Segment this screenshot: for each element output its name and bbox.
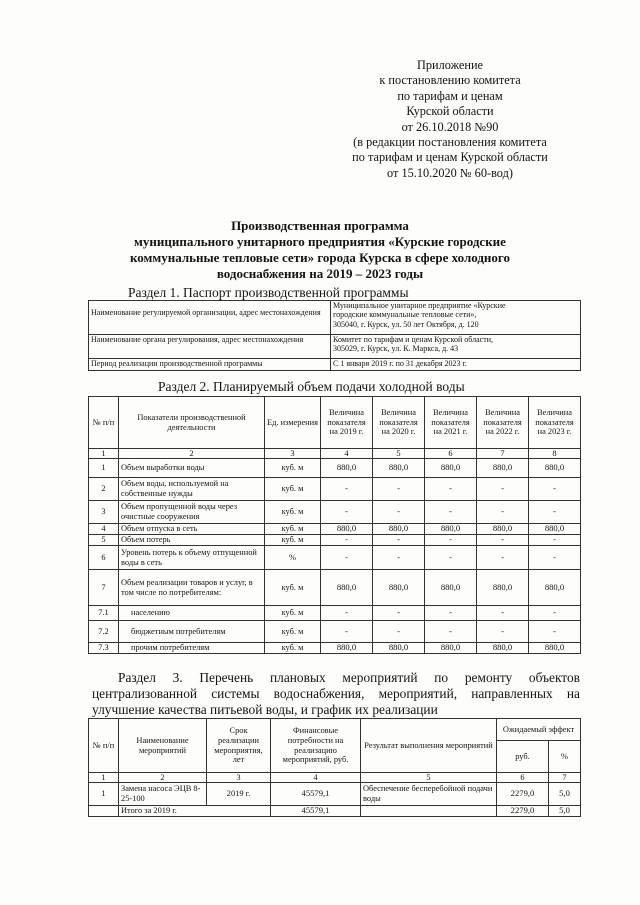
row-unit: куб. м: [265, 643, 321, 654]
row-number: 4: [89, 524, 119, 535]
appendix-line: по тарифам и ценам Курской области: [352, 150, 548, 165]
passport-value: [331, 301, 581, 335]
passport-value-line: 305040, г. Курск, ул. 50 лет Октября, д. 120: [333, 319, 479, 329]
row-value: -: [425, 621, 477, 643]
row-value: -: [425, 606, 477, 621]
col-header-2019: Величина показателя на 2019 г.: [321, 397, 373, 449]
row-value: -: [321, 621, 373, 643]
passport-label: Наименование органа регулирования, адрес местонахождения: [89, 335, 331, 359]
section1-heading: Раздел 1. Паспорт производственной программы: [128, 285, 409, 300]
section3-heading: [92, 670, 580, 718]
total-label: Итого за 2019 г.: [119, 806, 271, 817]
row-indicator: Объем реализации товаров и услуг, в том числе по потребителям:: [119, 570, 265, 606]
appendix-line: к постановлению комитета: [379, 73, 521, 88]
col-header-number: № п/п: [89, 397, 119, 449]
row-value: 880,0: [529, 524, 581, 535]
row-value: 880,0: [321, 643, 373, 654]
row-activity: Замена насоса ЭЦВ 8-25-100: [119, 783, 207, 806]
row-term: 2019 г.: [207, 783, 271, 806]
row-value: 880,0: [373, 643, 425, 654]
plan-header-row: [89, 719, 581, 741]
row-number: 3: [89, 501, 119, 524]
col-header-effect: Ожидаемый эффект: [497, 719, 581, 741]
passport-value-line: Комитет по тарифам и ценам Курской области,: [333, 335, 493, 344]
column-number: 5: [361, 773, 497, 783]
passport-label: Период реализации производственной программы: [89, 359, 331, 371]
appendix-line: Курской области: [406, 104, 494, 119]
table-row: [89, 524, 581, 535]
col-header-indicator: Показатели производственной деятельности: [119, 397, 265, 449]
title-line: муниципального унитарного предприятия «Курские городские: [134, 234, 506, 249]
document-title: [80, 218, 560, 282]
row-value: 880,0: [477, 524, 529, 535]
col-header-term: Срок реализации мероприятия, лет: [207, 719, 271, 773]
col-header-number: № п/п: [89, 719, 119, 773]
row-unit: куб. м: [265, 535, 321, 546]
row-indicator: Объем выработки воды: [119, 459, 265, 478]
row-indicator: Объем потерь: [119, 535, 265, 546]
plan-table: [88, 718, 581, 817]
row-value: -: [321, 546, 373, 570]
column-number: 2: [119, 449, 265, 459]
title-line: коммунальные тепловые сети» города Курска в сфере холодного: [129, 250, 511, 265]
col-header-finance: Финансовые потребности на реализацию мероприятий, руб.: [271, 719, 361, 773]
row-value: -: [321, 478, 373, 501]
total-finance: 45579,1: [271, 806, 361, 817]
row-value: 880,0: [425, 524, 477, 535]
passport-row: [89, 335, 581, 359]
column-number-row: [89, 449, 581, 459]
column-number: 4: [271, 773, 361, 783]
row-value: 880,0: [321, 570, 373, 606]
row-number: 5: [89, 535, 119, 546]
row-value: -: [373, 621, 425, 643]
passport-table: [88, 300, 581, 371]
table-row: [89, 606, 581, 621]
row-value: -: [425, 546, 477, 570]
row-unit: %: [265, 546, 321, 570]
row-value: 880,0: [529, 459, 581, 478]
total-effect-pct: 5,0: [549, 806, 581, 817]
table-row: [89, 546, 581, 570]
row-value: -: [425, 478, 477, 501]
appendix-line: по тарифам и ценам: [397, 88, 503, 103]
row-effect-rub: 2279,0: [497, 783, 549, 806]
row-indicator: населению: [119, 606, 265, 621]
column-number: 6: [497, 773, 549, 783]
row-number: 1: [89, 459, 119, 478]
col-header-activity: Наименование мероприятий: [119, 719, 207, 773]
row-unit: куб. м: [265, 570, 321, 606]
row-unit: куб. м: [265, 501, 321, 524]
row-value: 880,0: [321, 524, 373, 535]
table-row: [89, 501, 581, 524]
column-number: 6: [425, 449, 477, 459]
passport-row: [89, 359, 581, 371]
row-value: -: [477, 535, 529, 546]
total-row: [89, 806, 581, 817]
col-header-rub: руб.: [497, 741, 549, 773]
table-row: [89, 643, 581, 654]
row-value: 880,0: [425, 570, 477, 606]
row-value: -: [477, 606, 529, 621]
row-value: 880,0: [529, 570, 581, 606]
row-value: -: [477, 478, 529, 501]
volume-header-row: [89, 397, 581, 449]
volume-table: [88, 396, 581, 654]
row-value: -: [373, 501, 425, 524]
row-value: -: [321, 606, 373, 621]
passport-row: [89, 301, 581, 335]
row-value: -: [425, 535, 477, 546]
row-unit: куб. м: [265, 478, 321, 501]
row-value: 880,0: [529, 643, 581, 654]
row-value: -: [425, 501, 477, 524]
row-effect-pct: 5,0: [549, 783, 581, 806]
row-value: 880,0: [373, 570, 425, 606]
appendix-line: от 15.10.2020 № 60-вод): [387, 165, 513, 180]
row-value: -: [321, 501, 373, 524]
row-indicator: Объем воды, используемой на собственные нужды: [119, 478, 265, 501]
col-header-2021: Величина показателя на 2021 г.: [425, 397, 477, 449]
column-number: 4: [321, 449, 373, 459]
row-unit: куб. м: [265, 606, 321, 621]
total-effect-rub: 2279,0: [497, 806, 549, 817]
row-value: -: [373, 478, 425, 501]
column-number: 8: [529, 449, 581, 459]
row-number: 6: [89, 546, 119, 570]
row-indicator: Уровень потерь к объему отпущенной воды в сеть: [119, 546, 265, 570]
passport-value: С 1 января 2019 г. по 31 декабря 2023 г.: [331, 359, 581, 371]
appendix-line: (в редакции постановления комитета: [353, 135, 547, 150]
row-finance: 45579,1: [271, 783, 361, 806]
appendix-line: Приложение: [417, 58, 483, 72]
section3-line: централизованной системы водоснабжения, мероприятий, направленных на: [92, 686, 580, 701]
col-header-result: Результат выполнения мероприятий: [361, 719, 497, 773]
row-number: 7.1: [89, 606, 119, 621]
row-value: 880,0: [373, 524, 425, 535]
table-row: [89, 459, 581, 478]
col-header-2023: Величина показателя на 2023 г.: [529, 397, 581, 449]
passport-value-line: 305029, г. Курск, ул. К. Маркса, д. 43: [333, 344, 459, 354]
row-value: -: [373, 606, 425, 621]
section3-line: улучшение качества питьевой воды, и график их реализации: [92, 702, 438, 717]
row-value: 880,0: [425, 643, 477, 654]
row-value: 880,0: [477, 643, 529, 654]
row-value: -: [373, 546, 425, 570]
row-indicator: бюджетным потребителям: [119, 621, 265, 643]
row-value: 880,0: [477, 570, 529, 606]
row-value: -: [321, 535, 373, 546]
row-unit: куб. м: [265, 621, 321, 643]
row-result: Обеспечение бесперебойной подачи воды: [361, 783, 497, 806]
passport-value-line: городские коммунальные тепловые сети»,: [333, 310, 477, 320]
table-row: [89, 570, 581, 606]
row-value: 880,0: [477, 459, 529, 478]
row-indicator: Объем пропущенной воды через очистные сооружения: [119, 501, 265, 524]
section3-line: Раздел 3. Перечень плановых мероприятий по ремонту объектов: [118, 670, 580, 685]
row-value: -: [477, 546, 529, 570]
table-row: [89, 535, 581, 546]
column-number-row: [89, 773, 581, 783]
row-number: 1: [89, 783, 119, 806]
table-row: [89, 478, 581, 501]
passport-value: [331, 335, 581, 359]
row-unit: куб. м: [265, 459, 321, 478]
row-indicator: прочим потребителям: [119, 643, 265, 654]
col-header-2022: Величина показателя на 2022 г.: [477, 397, 529, 449]
row-number: 7.2: [89, 621, 119, 643]
column-number: 7: [477, 449, 529, 459]
row-value: -: [373, 535, 425, 546]
row-number: 7: [89, 570, 119, 606]
column-number: 7: [549, 773, 581, 783]
appendix-line: от 26.10.2018 №90: [401, 119, 499, 134]
section2-heading: Раздел 2. Планируемый объем подачи холодной воды: [158, 379, 465, 394]
row-indicator: Объем отпуска в сеть: [119, 524, 265, 535]
row-value: -: [529, 478, 581, 501]
row-value: -: [529, 501, 581, 524]
column-number: 1: [89, 449, 119, 459]
title-line: Производственная программа: [231, 218, 409, 233]
row-value: 880,0: [321, 459, 373, 478]
row-value: -: [529, 546, 581, 570]
column-number: 3: [265, 449, 321, 459]
row-value: 880,0: [373, 459, 425, 478]
col-header-unit: Ед. измерения: [265, 397, 321, 449]
table-row: [89, 621, 581, 643]
row-value: -: [477, 621, 529, 643]
row-value: -: [529, 606, 581, 621]
row-value: -: [477, 501, 529, 524]
column-number: 3: [207, 773, 271, 783]
passport-label: Наименование регулируемой организации, адрес местонахождения: [89, 301, 331, 335]
row-unit: куб. м: [265, 524, 321, 535]
column-number: 1: [89, 773, 119, 783]
column-number: 2: [119, 773, 207, 783]
title-line: водоснабжения на 2019 – 2023 годы: [216, 266, 424, 281]
col-header-2020: Величина показателя на 2020 г.: [373, 397, 425, 449]
column-number: 5: [373, 449, 425, 459]
table-row: [89, 783, 581, 806]
row-value: 880,0: [425, 459, 477, 478]
appendix-block: [330, 58, 570, 181]
row-value: -: [529, 621, 581, 643]
passport-value-line: Муниципальное унитарное предприятие «Курские: [333, 301, 506, 310]
col-header-pct: %: [549, 741, 581, 773]
row-number: 2: [89, 478, 119, 501]
row-value: -: [529, 535, 581, 546]
row-number: 7.3: [89, 643, 119, 654]
